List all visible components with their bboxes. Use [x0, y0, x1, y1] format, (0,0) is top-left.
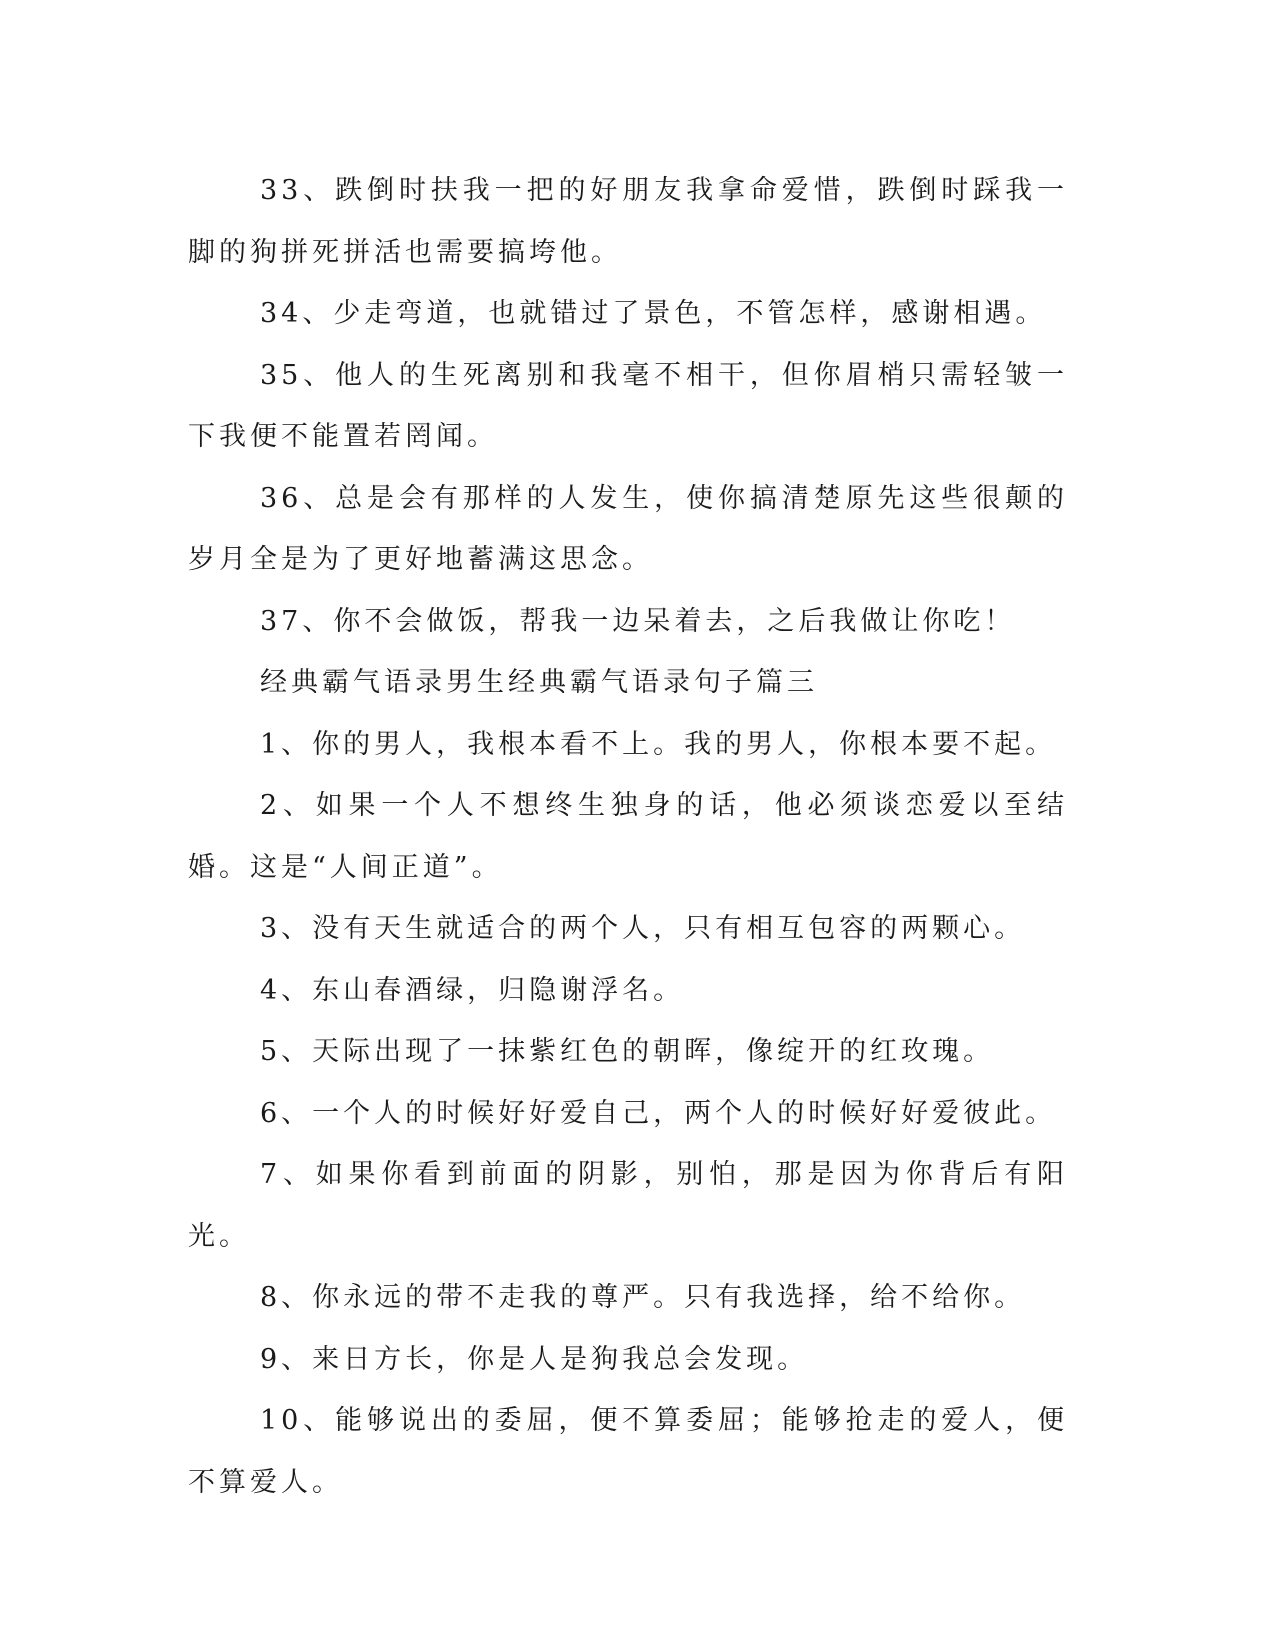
paragraph-quote-2: 2、如果一个人不想终生独身的话，他必须谈恋爱以至结婚。这是“人间正道”。	[188, 790, 1068, 883]
paragraph-quote-4: 4、东山春酒绿，归隐谢浮名。	[260, 974, 685, 1006]
paragraph-quote-1: 1、你的男人，我根本看不上。我的男人，你根本要不起。	[260, 728, 1057, 760]
paragraph-quote-3: 3、没有天生就适合的两个人，只有相互包容的两颗心。	[260, 913, 1026, 944]
paragraph-quote-9: 9、来日方长，你是人是狗我总会发现。	[260, 1343, 809, 1375]
paragraph-quote-7: 7、如果你看到前面的阴影，别怕，那是因为你背后有阳光。	[188, 1159, 1068, 1252]
paragraph-quote-10: 10、能够说出的委屈，便不算委屈；能够抢走的爱人，便不算爱人。	[188, 1405, 1068, 1498]
paragraph-quote-34: 34、少走弯道，也就错过了景色，不管怎样，感谢相遇。	[260, 298, 1047, 329]
document-body	[188, 160, 1068, 1513]
paragraph-quote-5: 5、天际出现了一抹紫红色的朝晖，像绽开的红玫瑰。	[260, 1036, 995, 1067]
paragraph-quote-8: 8、你永远的带不走我的尊严。只有我选择，给不给你。	[260, 1282, 1026, 1313]
paragraph-quote-36: 36、总是会有那样的人发生，使你搞清楚原先这些很颠的岁月全是为了更好地蓄满这思念。	[188, 482, 1068, 575]
paragraph-quote-37: 37、你不会做饭，帮我一边呆着去，之后我做让你吃！	[260, 605, 1016, 637]
paragraph-quote-6: 6、一个人的时候好好爱自己，两个人的时候好好爱彼此。	[260, 1097, 1057, 1129]
paragraph-quote-33: 33、跌倒时扶我一把的好朋友我拿命爱惜，跌倒时踩我一脚的狗拼死拼活也需要搞垮他。	[188, 175, 1068, 268]
paragraph-quote-35: 35、他人的生死离别和我毫不相干，但你眉梢只需轻皱一下我便不能置若罔闻。	[188, 359, 1068, 452]
section-heading: 经典霸气语录男生经典霸气语录句子篇三	[260, 667, 818, 698]
